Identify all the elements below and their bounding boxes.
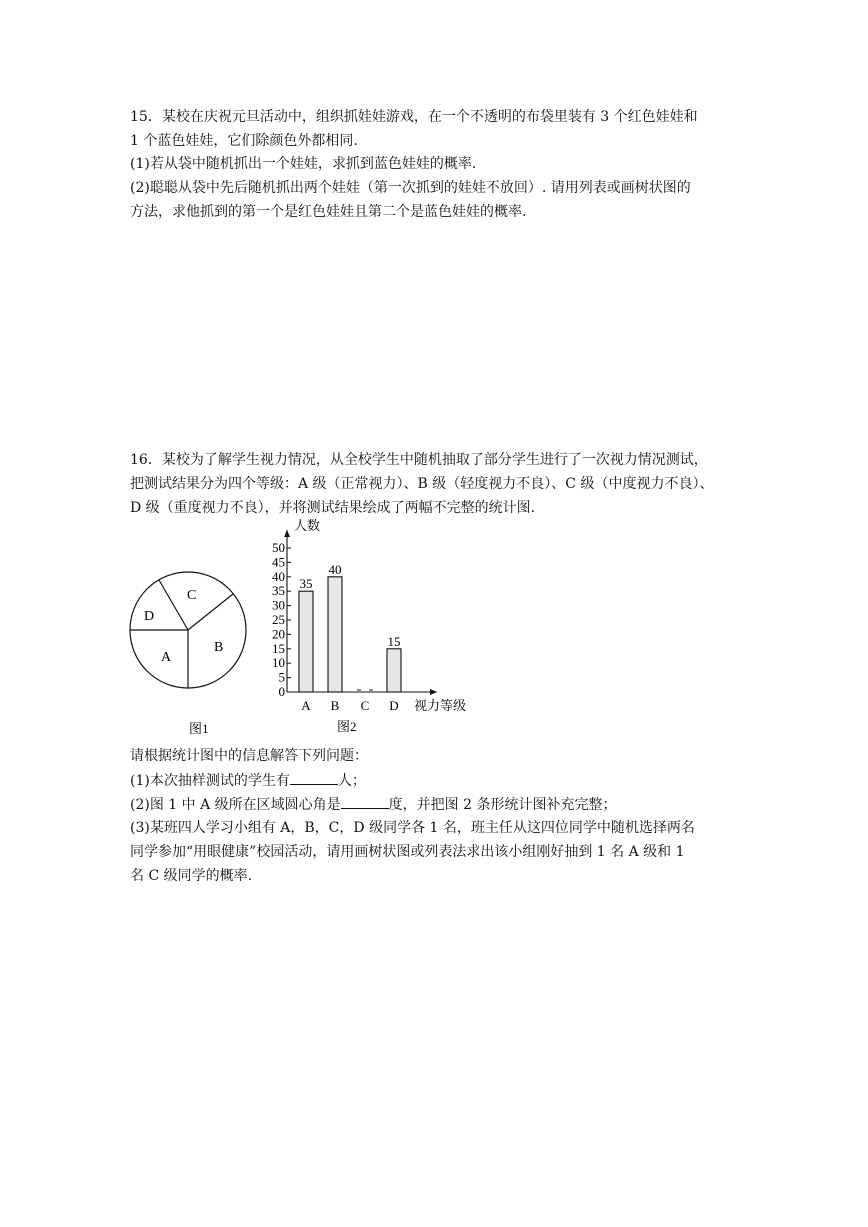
bar-value-label-a: 35 (299, 576, 313, 592)
q16-part-1 (130, 770, 366, 791)
q15-line-1: 15．某校在庆祝元旦活动中，组织抓娃娃游戏，在一个不透明的布袋里装有 3 个红色娃娃和 (130, 109, 698, 125)
q16-after-intro: 请根据统计图中的信息解答下列问题： (130, 748, 368, 764)
q16-part-3-line-2: 同学参加“用眼健康”校园活动，请用画树状图或列表法求出该小组刚好抽到 1 名 A 级和 1 (130, 844, 685, 860)
q16-part-2 (130, 794, 616, 815)
x-tick-label-d: D (389, 698, 399, 713)
pie-label-c: C (187, 588, 197, 603)
bar-figure-caption: 图2 (337, 719, 357, 734)
q16-part-3-line-3: 名 C 级同学的概率. (130, 868, 253, 884)
q16-part-1-prefix: (1)本次抽样测试的学生有 (130, 773, 290, 789)
bar-value-label-d: 15 (387, 633, 401, 649)
y-tick-label-45: 45 (272, 554, 285, 570)
y-tick-label-35: 35 (272, 583, 285, 599)
y-axis-arrow (284, 530, 290, 537)
q16-line-1: 16．某校为了解学生视力情况，从全校学生中随机抽取了部分学生进行了一次视力情况测试， (130, 452, 708, 468)
bar-a (299, 591, 313, 692)
pie-figure-caption: 图1 (189, 721, 209, 736)
pie-label-a: A (161, 650, 172, 665)
answer-blank-1[interactable] (290, 770, 338, 785)
bar-x-axis-label: 视力等级 (414, 698, 467, 713)
x-tick-label-a: A (301, 698, 311, 713)
figure-1-pie (125, 565, 255, 745)
y-tick-label-50: 50 (272, 540, 285, 555)
y-tick-label-10: 10 (272, 655, 285, 671)
answer-blank-2[interactable] (341, 794, 389, 809)
q16-line-3: D 级（重度视力不良），并将测试结果绘成了两幅不完整的统计图. (130, 500, 536, 516)
pie-label-d: D (144, 609, 155, 624)
x-tick-label-c: C (360, 698, 370, 713)
q16-part-3-line-1: (3)某班四人学习小组有 A，B，C，D 级同学各 1 名，班主任从这四位同学中随机选择两名 (130, 820, 695, 836)
bar-y-axis-label: 人数 (294, 518, 321, 533)
bar-chart-svg (265, 515, 490, 745)
y-tick-label-40: 40 (272, 568, 285, 584)
y-tick-label-25: 25 (272, 612, 285, 627)
q15-line-2: 1 个蓝色娃娃，它们除颜色外都相同. (130, 133, 358, 149)
q15-line-4: (2)聪聪从袋中先后随机抓出两个娃娃（第一次抓到的娃娃不放回）. 请用列表或画树状图的 (130, 180, 691, 196)
y-tick-label-15: 15 (272, 640, 285, 656)
x-axis-arrow (430, 689, 437, 695)
bar-value-label-b: 40 (328, 561, 342, 577)
bar-d (387, 649, 401, 692)
pie-chart-svg (125, 565, 255, 745)
bar-b (328, 577, 342, 692)
y-tick-label-5: 5 (278, 669, 285, 685)
x-tick-label-b: B (330, 698, 340, 713)
y-tick-label-0: 0 (278, 684, 285, 699)
y-tick-label-30: 30 (272, 597, 285, 613)
y-tick-label-20: 20 (272, 626, 285, 642)
figure-2-bar (265, 515, 490, 745)
q16-part-2-suffix: 度，并把图 2 条形统计图补充完整； (388, 797, 617, 813)
pie-label-b: B (214, 640, 224, 655)
q15-line-5: 方法，求他抓到的第一个是红色娃娃且第二个是蓝色娃娃的概率. (130, 204, 527, 220)
q15-line-3: (1)若从袋中随机抓出一个娃娃，求抓到蓝色娃娃的概率. (130, 156, 477, 172)
q16-part-1-suffix: 人； (337, 773, 366, 789)
q16-line-2: 把测试结果分为四个等级：A 级（正常视力）、B 级（轻度视力不良）、C 级（中度视力不良）、 (130, 476, 714, 492)
bar-bars (299, 562, 401, 692)
q16-part-2-prefix: (2)图 1 中 A 级所在区域圆心角是 (130, 797, 341, 813)
